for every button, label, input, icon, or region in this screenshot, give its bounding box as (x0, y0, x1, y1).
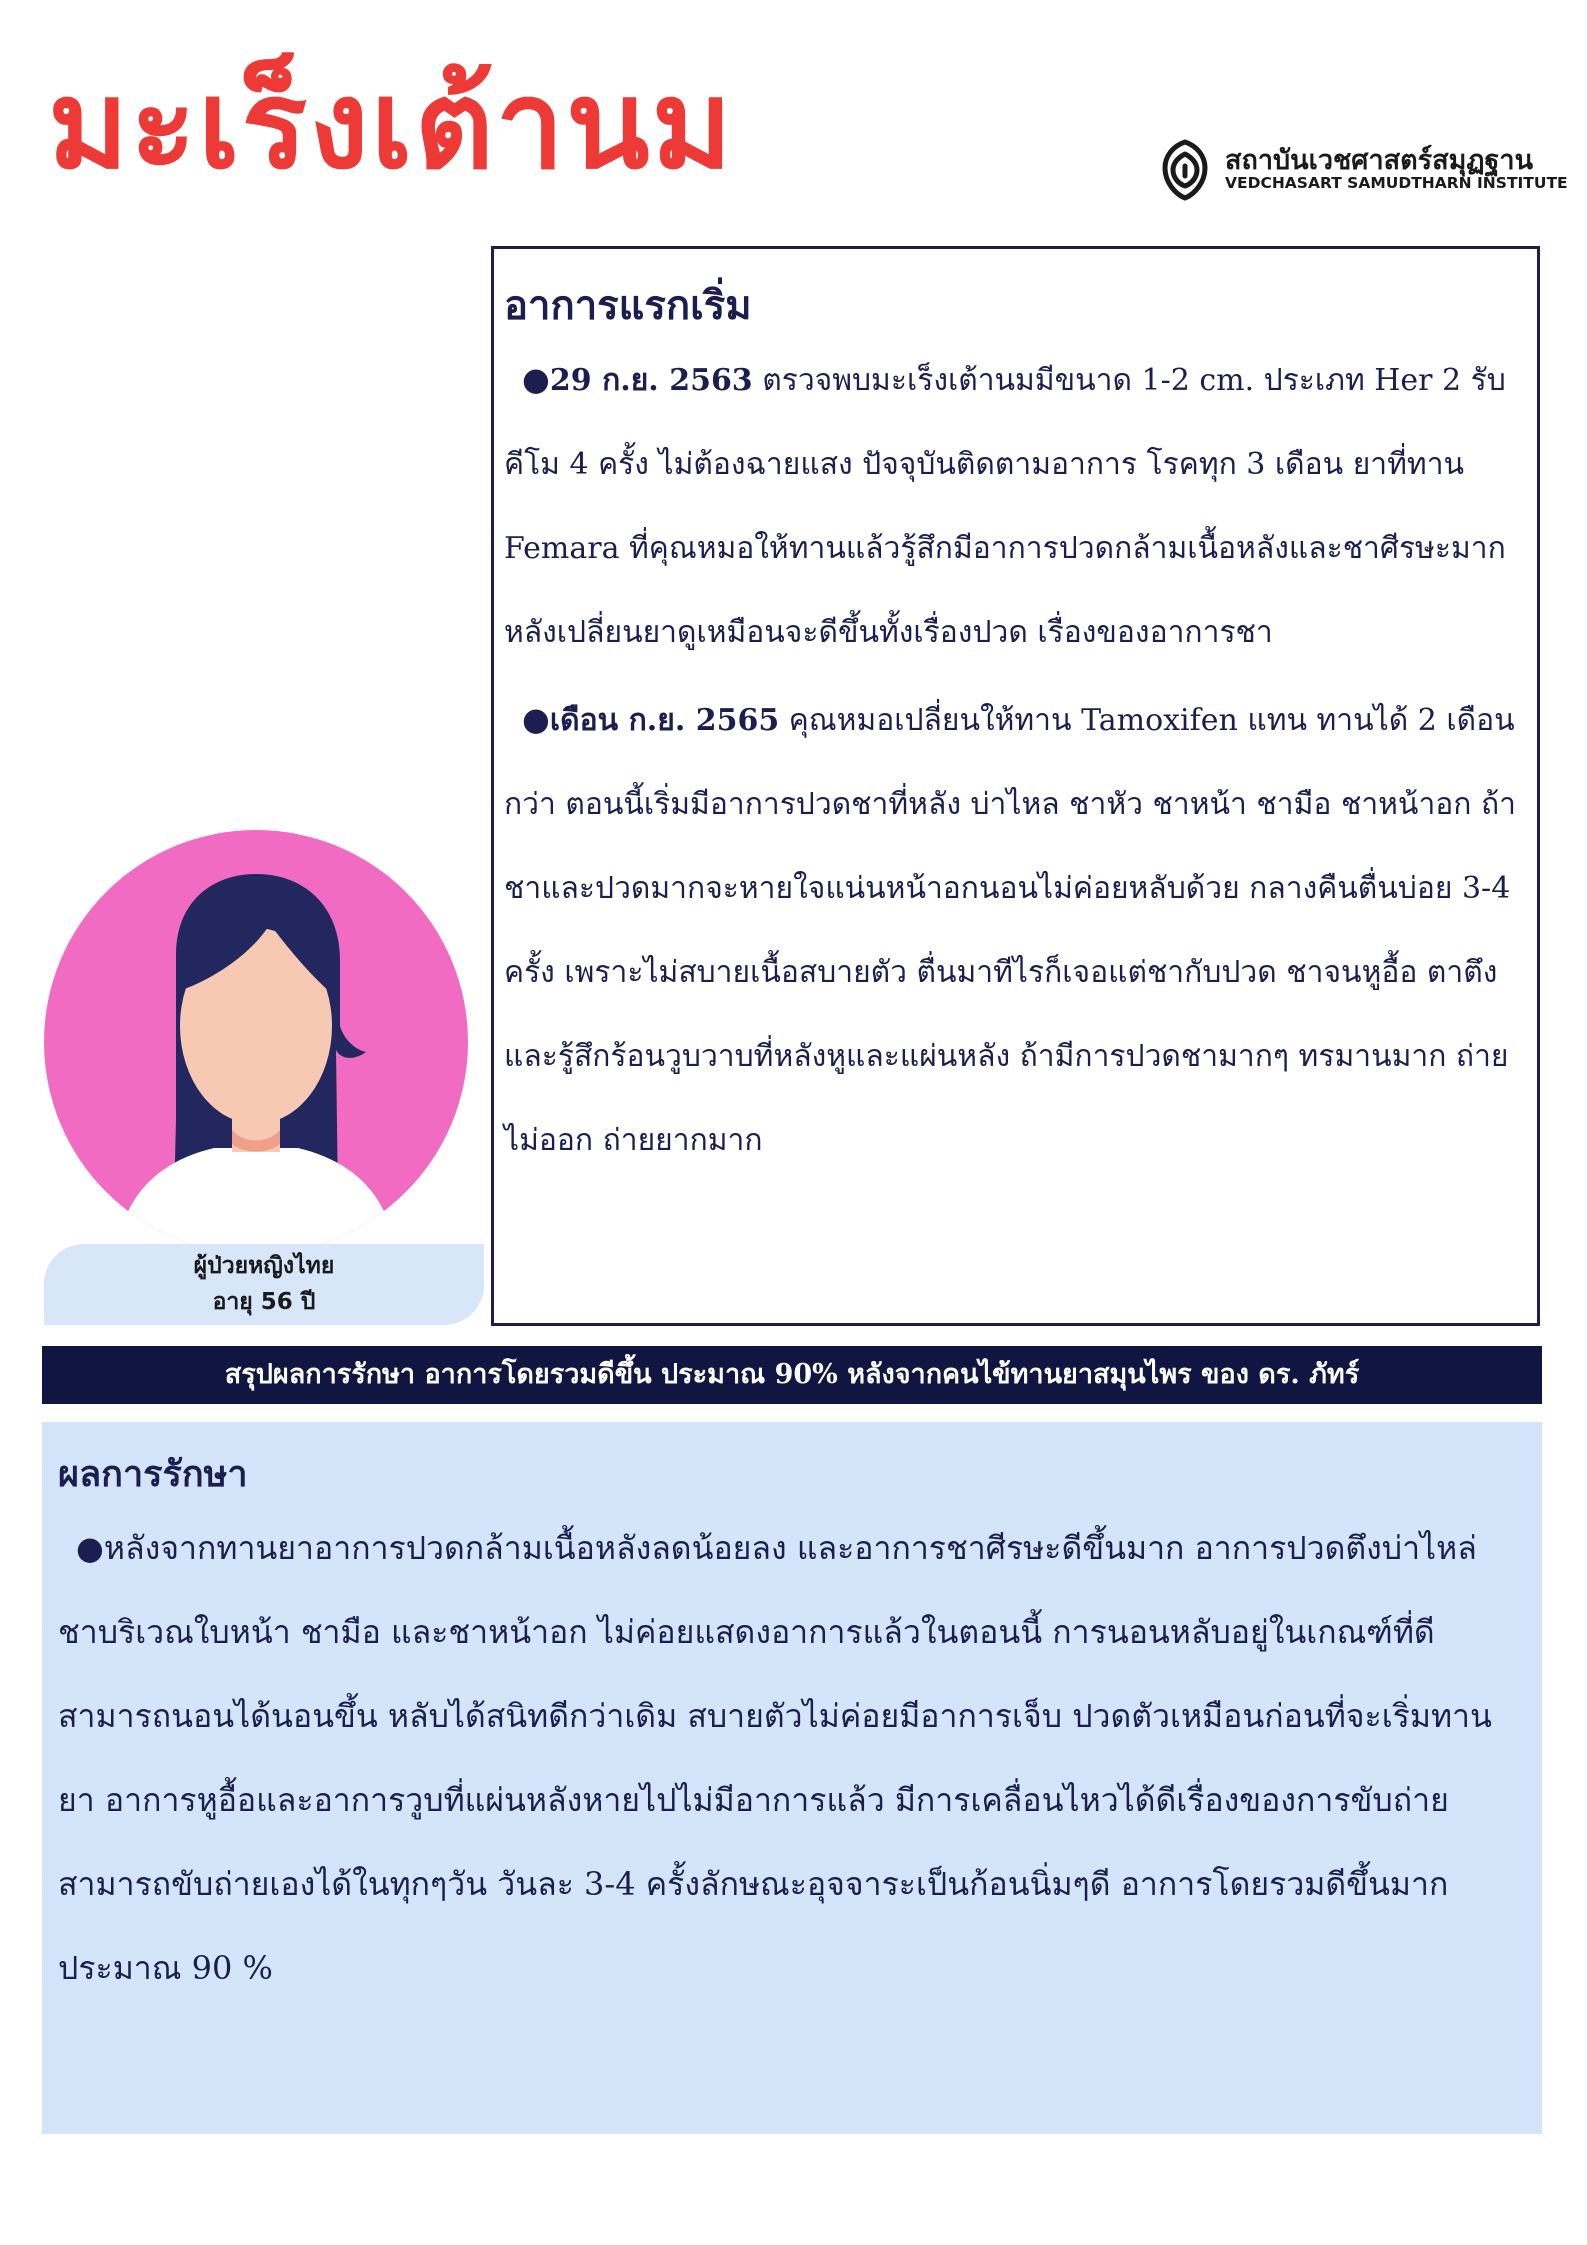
initial-symptoms-box (491, 246, 1540, 1326)
institute-logo (1155, 136, 1568, 202)
symptom-text: ตรวจพบมะเร็งเต้านมมีขนาด 1-2 cm. ประเภท Her 2 รับคีโม 4 ครั้ง ไม่ต้องฉายแสง ปัจจุบันติดตามอาการ โรคทุก 3 เดือน ยาที่ทาน Femara ที่คุณหมอให้ทานแล้วรู้สึกมีอาการปวดกล้ามเนื้อหลังและชาศีรษะมาก หลังเปลี่ยนยาดูเหมือนจะดีขึ้นทั้งเรื่องปวด เรื่องของอาการชา (504, 363, 1506, 650)
patient-gender: ผู้ป่วยหญิงไทย (193, 1253, 335, 1279)
bullet-icon: ● (522, 700, 550, 738)
initial-symptoms-heading: อาการแรกเริ่ม (504, 282, 752, 329)
symptom-entry (504, 337, 1521, 675)
treatment-results-heading: ผลการรักษา (58, 1454, 248, 1495)
bullet-icon: ● (522, 360, 550, 398)
treatment-results-text (58, 1506, 1522, 2010)
symptom-entry (504, 677, 1521, 1183)
patient-avatar (44, 830, 468, 1254)
female-patient-avatar-icon (44, 830, 468, 1254)
bullet-icon: ● (76, 1529, 104, 1568)
treatment-summary-bar: สรุปผลการรักษา อาการโดยรวมดีขึ้น ประมาณ 90% หลังจากคนไข้ทานยาสมุนไพร ของ ดร. ภัทร์ (42, 1346, 1542, 1404)
institute-name-th: สถาบันเวชศาสตร์สมุฏฐาน (1225, 145, 1534, 176)
patient-age: อายุ 56 ปี (212, 1289, 316, 1315)
institute-name-en: VEDCHASART SAMUDTHARN INSTITUTE (1225, 174, 1568, 192)
institute-emblem-icon (1155, 136, 1215, 202)
treatment-results-panel (42, 1422, 1542, 2134)
symptom-text: คุณหมอเปลี่ยนให้ทาน Tamoxifen แทน ทานได้ 2 เดือนกว่า ตอนนี้เริ่มมีอาการปวดชาที่หลัง บ่าไหล ชาหัว ชาหน้า ชามือ ชาหน้าอก ถ้าชาและปวดมากจะหายใจแน่นหน้าอกนอนไม่ค่อยหลับด้วย กลางคืนตื่นบ่อย 3-4 ครั้ง เพราะไม่สบายเนื้อสบายตัว ตื่นมาทีไรก็เจอแต่ชากับปวด ชาจนหูอื้อ ตาตึง และรู้สึกร้อนวูบวาบที่หลังหูและแผ่นหลัง ถ้ามีการปวดชามากๆ ทรมานมาก ถ่ายไม่ออก ถ่ายยากมาก (504, 703, 1517, 1158)
symptom-date: เดือน ก.ย. 2565 (549, 703, 780, 738)
results-body: หลังจากทานยาอาการปวดกล้ามเนื้อหลังลดน้อยลง และอาการชาศีรษะดีขึ้นมาก อาการปวดตึงบ่าไหล่ ชาบริเวณใบหน้า ชามือ และชาหน้าอก ไม่ค่อยแสดงอาการแล้วในตอนนี้ การนอนหลับอยู่ในเกณฑ์ที่ดี สามารถนอนได้นอนขึ้น หลับได้สนิทดีกว่าเดิม สบายตัวไม่ค่อยมีอาการเจ็บ ปวดตัวเหมือนก่อนที่จะเริ่มทานยา อาการหูอื้อและอาการวูบที่แผ่นหลังหายไปไม่มีอาการแล้ว มีการเคลื่อนไหวได้ดีเรื่องของการขับถ่าย สามารถขับถ่ายเองได้ในทุกๆวัน วันละ 3-4 ครั้งลักษณะอุจจาระเป็นก้อนนิ่มๆดี อาการโดยรวมดีขึ้นมากประมาณ 90 % (58, 1529, 1492, 1988)
patient-info-label (44, 1244, 484, 1325)
page-title: มะเร็งเต้านม (48, 54, 734, 196)
symptom-date: 29 ก.ย. 2563 (549, 363, 753, 398)
